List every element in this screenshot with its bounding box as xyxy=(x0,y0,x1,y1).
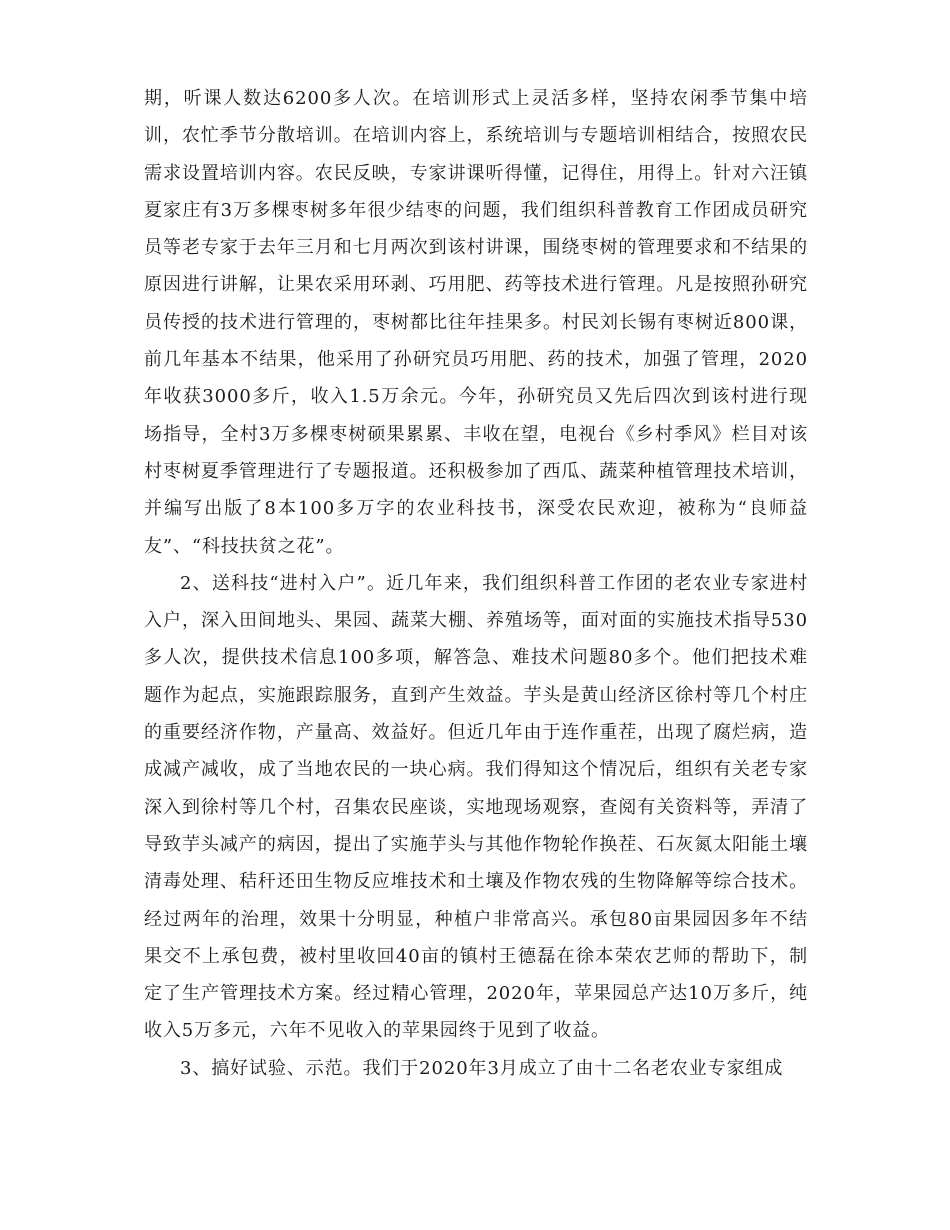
paragraph-village-tech: 2、送科技“进村入户”。近几年来，我们组织科普工作团的老农业专家进村入户，深入田间地头、果园、蔬菜大棚、养殖场等，面对面的实施技术指导530多人次，提供技术信息100多项，解答急、难技术问题80多个。他们把技术难题作为起点，实施跟踪服务，直到产生效益。芋头是黄山经济区徐村等几个村庄的重要经济作物，产量高、效益好。但近几年由于连作重茬，出现了腐烂病，造成减产减收，成了当地农民的一块心病。我们得知这个情况后，组织有关老专家深入到徐村等几个村，召集农民座谈，实地现场观察，查阅有关资料等，弄清了导致芋头减产的病因，提出了实施芋头与其他作物轮作换茬、石灰氮太阳能土壤清毒处理、秸秆还田生物反应堆技术和土壤及作物农残的生物降解等综合技术。经过两年的治理，效果十分明显，种植户非常高兴。承包80亩果园因多年不结果交不上承包费，被村里收回40亩的镇村王德磊在徐本荣农艺师的帮助下，制定了生产管理技术方案。经过精心管理，2020年，苹果园总产达10万多斤，纯收入5万多元，六年不见收入的苹果园终于见到了收益。 xyxy=(144,572,808,1042)
paragraph-trial-demo: 3、搞好试验、示范。我们于2020年3月成立了由十二名老农业专家组成 xyxy=(180,1057,784,1079)
document-body xyxy=(144,80,808,1087)
paragraph-training: 期，听课人数达6200多人次。在培训形式上灵活多样，坚持农闲季节集中培训，农忙季节分散培训。在培训内容上，系统培训与专题培训相结合，按照农民需求设置培训内容。农民反映，专家讲课听得懂，记得住，用得上。针对六汪镇夏家庄有3万多棵枣树多年很少结枣的问题，我们组织科普教育工作团成员研究员等老专家于去年三月和七月两次到该村讲课，围绕枣树的管理要求和不结果的原因进行讲解，让果农采用环剥、巧用肥、药等技术进行管理。凡是按照孙研究员传授的技术进行管理的，枣树都比往年挂果多。村民刘长锡有枣树近800课，前几年基本不结果，他采用了孙研究员巧用肥、药的技术，加强了管理，2020年收获3000多斤，收入1.5万余元。今年，孙研究员又先后四次到该村进行现场指导，全村3万多棵枣树硕果累累、丰收在望，电视台《乡村季风》栏目对该村枣树夏季管理进行了专题报道。还积极参加了西瓜、蔬菜种植管理技术培训，并编写出版了8本100多万字的农业科技书，深受农民欢迎，被称为“良师益友”、“科技扶贫之花”。 xyxy=(144,88,808,557)
